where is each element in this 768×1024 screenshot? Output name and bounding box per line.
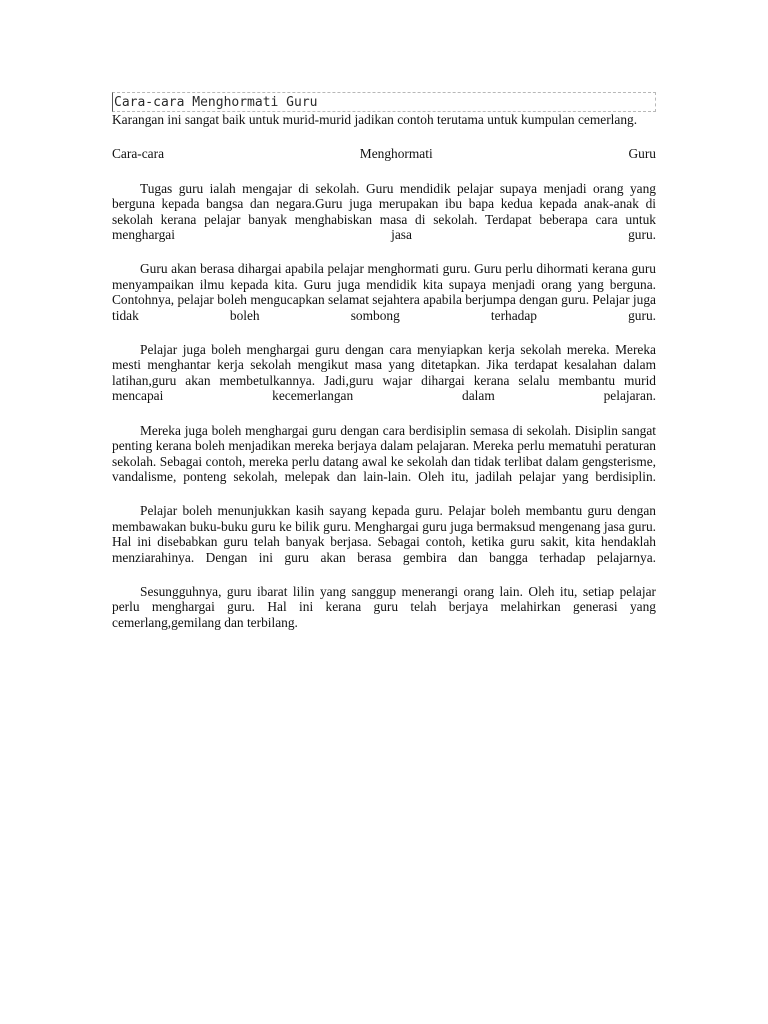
body-paragraph-3: Pelajar juga boleh menghargai guru dengan cara menyiapkan kerja sekolah mereka. Mereka mesti menghantar kerja sekolah mengikut masa yang ditetapkan. Jika terdapat kesalahan dalam latihan,guru akan membetulkannya. Jadi,guru wajar dihargai kerana selalu membantu murid mencapai kecemerlangan dalam pelajaran. xyxy=(112,342,656,404)
heading-word: Menghormati xyxy=(359,146,433,162)
body-paragraph-5: Pelajar boleh menunjukkan kasih sayang kepada guru. Pelajar boleh membantu guru dengan membawakan buku-buku guru ke bilik guru. Menghargai guru juga bermaksud mengenang jasa guru. Hal ini disebabkan guru telah banyak berjasa. Sebagai contoh, ketika guru sakit, kita hendaklah menziarahinya. Dengan ini guru akan berasa gembira dan bangga terhadap pelajarnya. xyxy=(112,503,656,565)
heading-word: Guru xyxy=(628,146,656,162)
body-paragraph-1: Tugas guru ialah mengajar di sekolah. Guru mendidik pelajar supaya menjadi orang yang berguna kepada bangsa dan negara.Guru juga merupakan ibu bapa kedua kepada anak-anak di sekolah kerana pelajar banyak menghabiskan masa di sekolah. Terdapat beberapa cara untuk menghargai jasa guru. xyxy=(112,180,656,243)
intro-paragraph: Karangan ini sangat baik untuk murid-murid jadikan contoh terutama untuk kumpulan cemerlang. xyxy=(112,112,638,127)
document-page xyxy=(112,92,656,630)
title-text-box[interactable] xyxy=(112,92,656,112)
body-paragraph-4: Mereka juga boleh menghargai guru dengan cara berdisiplin semasa di sekolah. Disiplin sangat penting kerana boleh menjadikan mereka berjaya dalam pelajaran. Mereka perlu mematuhi peraturan sekolah. Sebagai contoh, mereka perlu datang awal ke sekolah dan tidak terlibat dalam gengsterisme, vandalisme, ponteng sekolah, melepak dan lain-lain. Oleh itu, jadilah pelajar yang berdisiplin. xyxy=(112,422,656,484)
document-title: Cara-cara Menghormati Guru xyxy=(114,95,318,110)
body-paragraph-6: Sesungguhnya, guru ibarat lilin yang sanggup menerangi orang lain. Oleh itu, setiap pelajar perlu menghargai guru. Hal ini kerana guru telah berjaya melahirkan generasi yang cemerlang,gemilang dan terbilang. xyxy=(112,583,656,630)
body-paragraph-2: Guru akan berasa dihargai apabila pelajar menghormati guru. Guru perlu dihormati kerana guru menyampaikan ilmu kepada kita. Guru juga mendidik kita supaya menjadi orang yang berguna. Contohnya, pelajar boleh mengucapkan selamat sejahtera apabila berjumpa dengan guru. Pelajar juga tidak boleh sombong terhadap guru. xyxy=(112,261,656,323)
section-heading xyxy=(112,146,656,161)
heading-word: Cara-cara xyxy=(112,146,165,162)
